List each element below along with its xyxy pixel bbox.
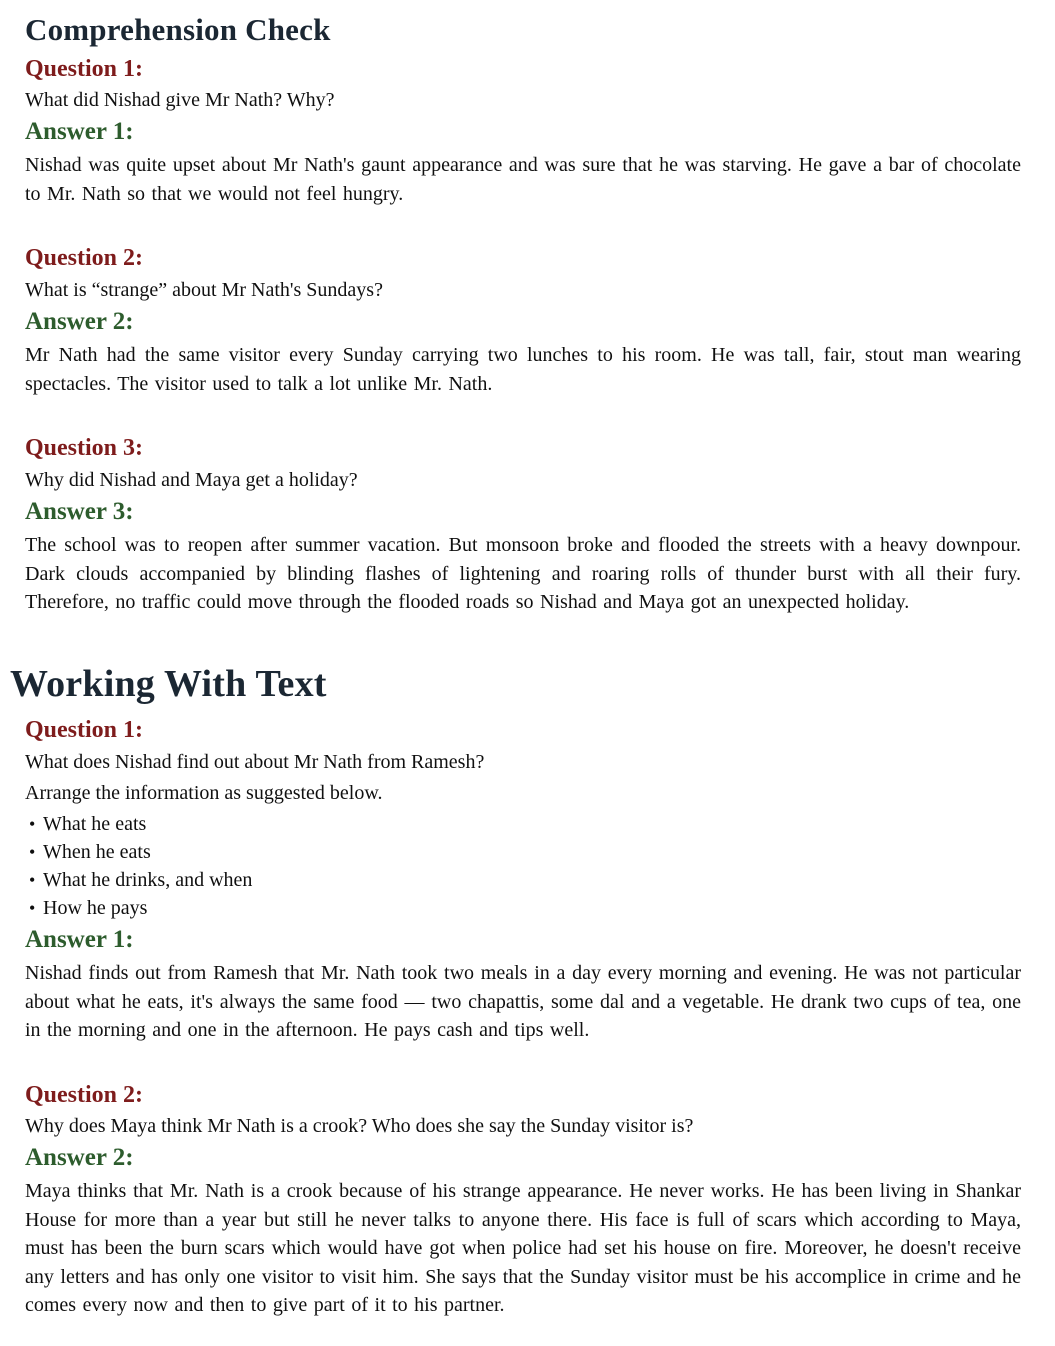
question-label: Question 2: bbox=[25, 245, 144, 272]
qa-block-cc-3 bbox=[25, 434, 1021, 616]
qa-block-wwt-1 bbox=[25, 716, 1021, 1044]
list-item bbox=[25, 866, 1021, 894]
answer-label: Answer 3: bbox=[25, 498, 134, 526]
question-text: Why does Maya think Mr Nath is a crook? Who does she say the Sunday visitor is? bbox=[25, 1115, 694, 1138]
answer-label: Answer 1: bbox=[25, 118, 134, 146]
answer-label: Answer 2: bbox=[25, 1144, 134, 1172]
section-title-working-with-text: Working With Text bbox=[10, 662, 327, 705]
question-label: Question 3: bbox=[25, 435, 144, 462]
question-label: Question 2: bbox=[25, 1081, 144, 1108]
question-text: Why did Nishad and Maya get a holiday? bbox=[25, 469, 358, 492]
answer-text: Nishad was quite upset about Mr Nath's gaunt appearance and was sure that he was starving. He gave a bar of chocolate to Mr. Nath so that we would not feel hungry. bbox=[25, 154, 1021, 205]
bullet-icon: • bbox=[29, 814, 36, 835]
question-label: Question 1: bbox=[25, 717, 144, 744]
answer-text: Maya thinks that Mr. Nath is a crook because of his strange appearance. He never works. He has been living in Shankar House for more than a year but still he never talks to anyone there. His face is full of scars which according to Maya, must has been the burn scars which would have got when police had set his house on fire. Moreover, he doesn't receive any letters and has only one visitor to visit him. She says that the Sunday visitor must be his accomplice in crime and he comes every now and then to give part of it to his partner. bbox=[25, 1180, 1021, 1317]
question-label: Question 1: bbox=[25, 55, 144, 82]
answer-text: Mr Nath had the same visitor every Sunday carrying two lunches to his room. He was tall, fair, stout man wearing spectacles. The visitor used to talk a lot unlike Mr. Nath. bbox=[25, 344, 1021, 395]
list-item-label: How he pays bbox=[43, 897, 148, 920]
bullet-icon: • bbox=[29, 898, 36, 919]
question-text: Arrange the information as suggested below. bbox=[25, 782, 383, 805]
question-text: What did Nishad give Mr Nath? Why? bbox=[25, 89, 335, 112]
bullet-icon: • bbox=[29, 842, 36, 863]
qa-block-wwt-2 bbox=[25, 1081, 1021, 1320]
bullet-icon: • bbox=[29, 870, 36, 891]
bullet-list bbox=[25, 810, 1021, 922]
list-item-label: What he eats bbox=[43, 813, 147, 836]
answer-text: The school was to reopen after summer vacation. But monsoon broke and flooded the streets with a heavy downpour. Dark clouds accompanied by blinding flashes of lightening and roaring rolls of thunder burst with all their fury. Therefore, no traffic could move through the flooded roads so Nishad and Maya got an unexpected holiday. bbox=[25, 534, 1021, 614]
list-item bbox=[25, 810, 1021, 838]
list-item-label: What he drinks, and when bbox=[43, 869, 253, 892]
list-item-label: When he eats bbox=[43, 841, 151, 864]
section-title-comprehension-check: Comprehension Check bbox=[25, 12, 331, 47]
section-working-with-text bbox=[10, 662, 1021, 1320]
list-item bbox=[25, 838, 1021, 866]
answer-text: Nishad finds out from Ramesh that Mr. Nath took two meals in a day every morning and evening. He was not particular about what he eats, it's always the same food — two chapattis, some dal and a vegetable. He drank two cups of tea, one in the morning and one in the afternoon. He pays cash and tips well. bbox=[25, 962, 1021, 1042]
qa-block-cc-2 bbox=[25, 244, 1021, 398]
qa-block-cc-1 bbox=[25, 55, 1021, 209]
answer-label: Answer 1: bbox=[25, 926, 134, 954]
section-comprehension-check bbox=[25, 12, 1021, 617]
answer-label: Answer 2: bbox=[25, 308, 134, 336]
list-item bbox=[25, 894, 1021, 922]
question-text: What does Nishad find out about Mr Nath from Ramesh? bbox=[25, 751, 485, 774]
question-text: What is “strange” about Mr Nath's Sundays? bbox=[25, 279, 383, 302]
